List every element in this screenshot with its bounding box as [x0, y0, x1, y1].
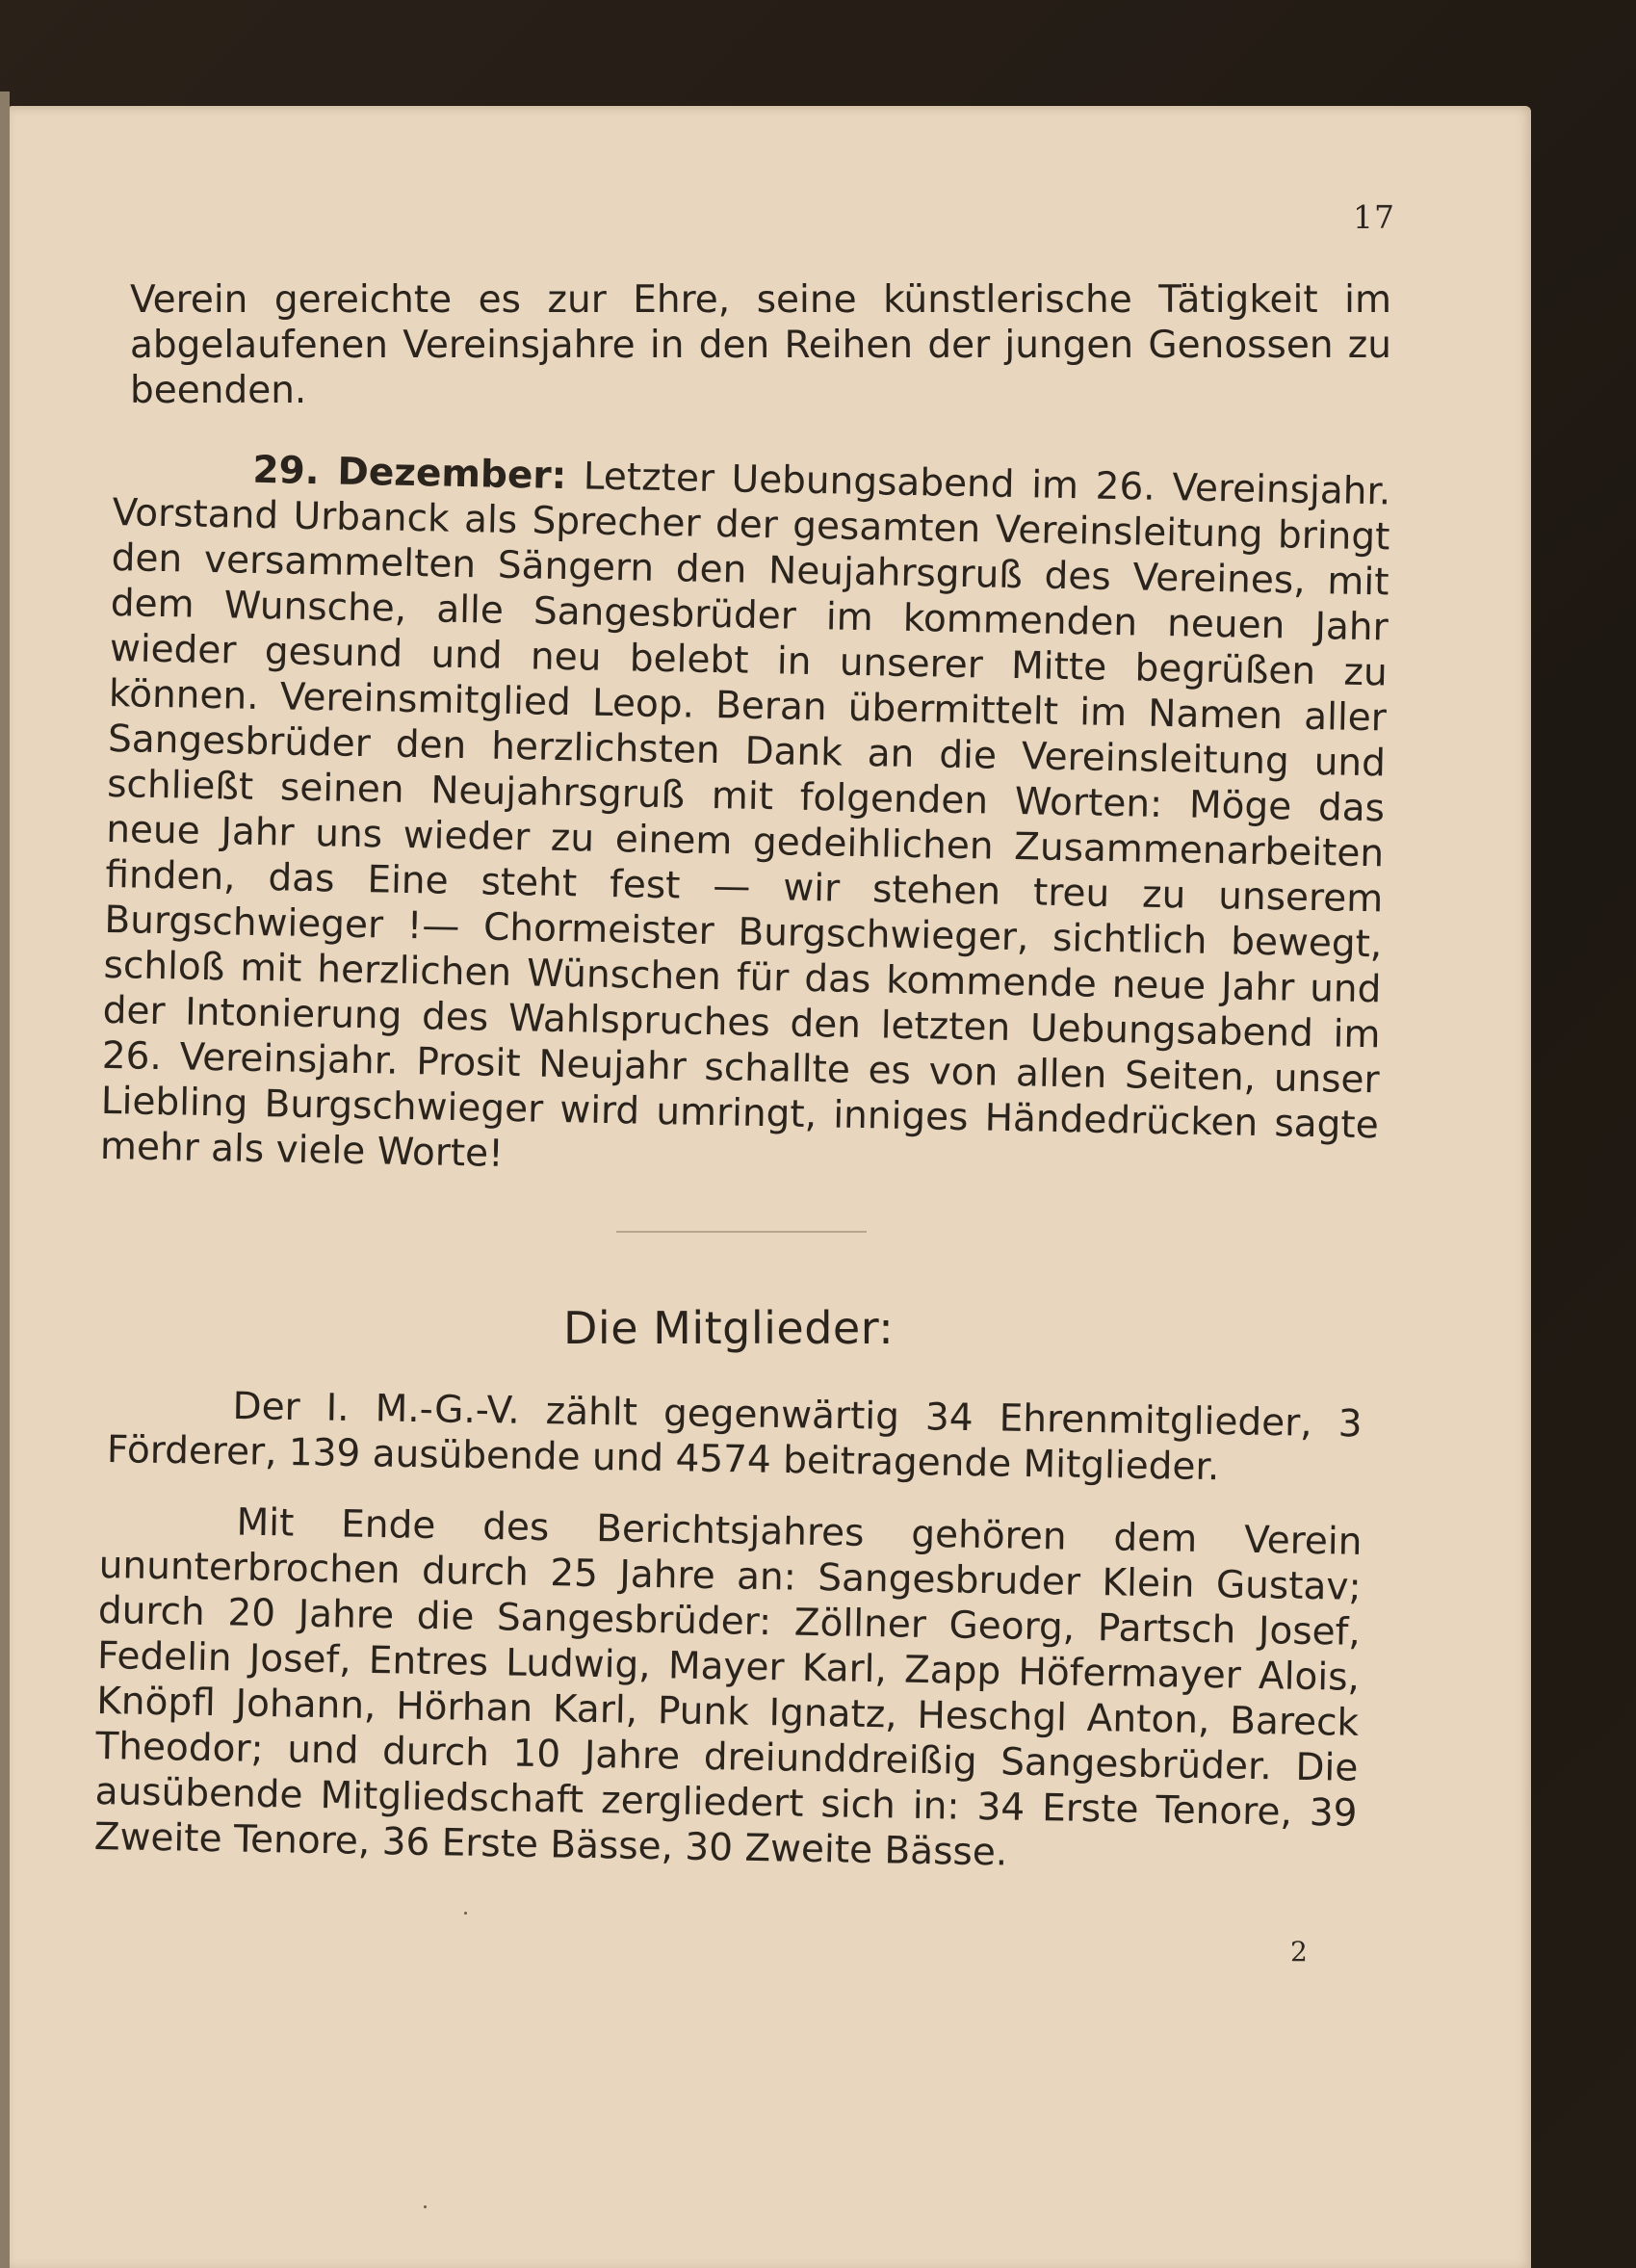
page-number: 17 — [1353, 198, 1395, 236]
page-edge-strip — [0, 91, 10, 2268]
section-heading-members: Die Mitglieder: — [563, 1302, 895, 1354]
section-divider — [616, 1231, 867, 1233]
paragraph-intro: Verein gereichte es zur Ehre, seine künstlerische Tätigkeit im abgelaufenen Vereinsjahre in den Reihen der jungen Genossen zu beenden. — [130, 278, 1391, 412]
paragraph-december-29-body: Letzter Uebungsabend im 26. Vereinsjahr. Vorstand Urbanck als Sprecher der gesamten Vereinsleitung bringt den versammelten Sängern den Neujahrsgruß des Vereines, mit dem Wunsche, alle Sangesbrüder im kommenden neuen Jahr wieder gesund und neu belebt in unserer Mitte begrüßen zu können. Vereinsmitglied Leop. Beran übermittelt im Namen aller Sangesbrüder den herzlichsten Dank an die Vereinsleitung und schließt seinen Neujahrsgruß mit folgenden Worten: Möge das neue Jahr uns wieder zu einem gedeihlichen Zusammenarbeiten finden, das Eine steht fest — wir stehen treu zu unserem Burgschwieger !— Chormeister Burgschwieger, sichtlich bewegt, schloß mit herzlichen Wünschen für das kommende neue Jahr und der Intonierung des Wahlspruches den letzten Uebungsabend im 26. Vereinsjahr. Prosit Neujahr schallte es von allen Seiten, unser Liebling Burgschwieger wird umringt, inniges Händedrücken sagte mehr als viele Worte! — [99, 455, 1391, 1176]
paragraph-long-membership: Mit Ende des Berichtsjahres gehören dem Verein ununterbrochen durch 25 Jahre an: Sangesbruder Klein Gustav; durch 20 Jahre die Sangesbrüder: Zöllner Georg, Partsch Josef, Fedelin Josef, Entres Ludwig, Mayer Karl, Zapp Höfermayer Alois, Knöpfl Johann, Hörhan Karl, Punk Ignatz, Heschgl Anton, Bareck Theodor; und durch 10 Jahre dreiunddreißig Sangesbrüder. Die ausübende Mitgliedschaft zergliedert sich in: 34 Erste Tenore, 39 Zweite Tenore, 36 Erste Bässe, 30 Zweite Bässe. — [93, 1500, 1363, 1875]
paragraph-date-lead: 29. Dezember: — [252, 448, 567, 499]
paragraph-december-29 — [100, 445, 1391, 1193]
paragraph-member-counts: Der I. M.-G.-V. zählt gegenwärtig 34 Ehrenmitglieder, 3 Förderer, 139 ausübende und 4574 beitragende Mitglieder. — [106, 1385, 1363, 1490]
signature-mark: 2 — [1290, 1936, 1308, 1968]
paper-speck — [424, 2205, 427, 2208]
paper-speck — [464, 1912, 467, 1915]
